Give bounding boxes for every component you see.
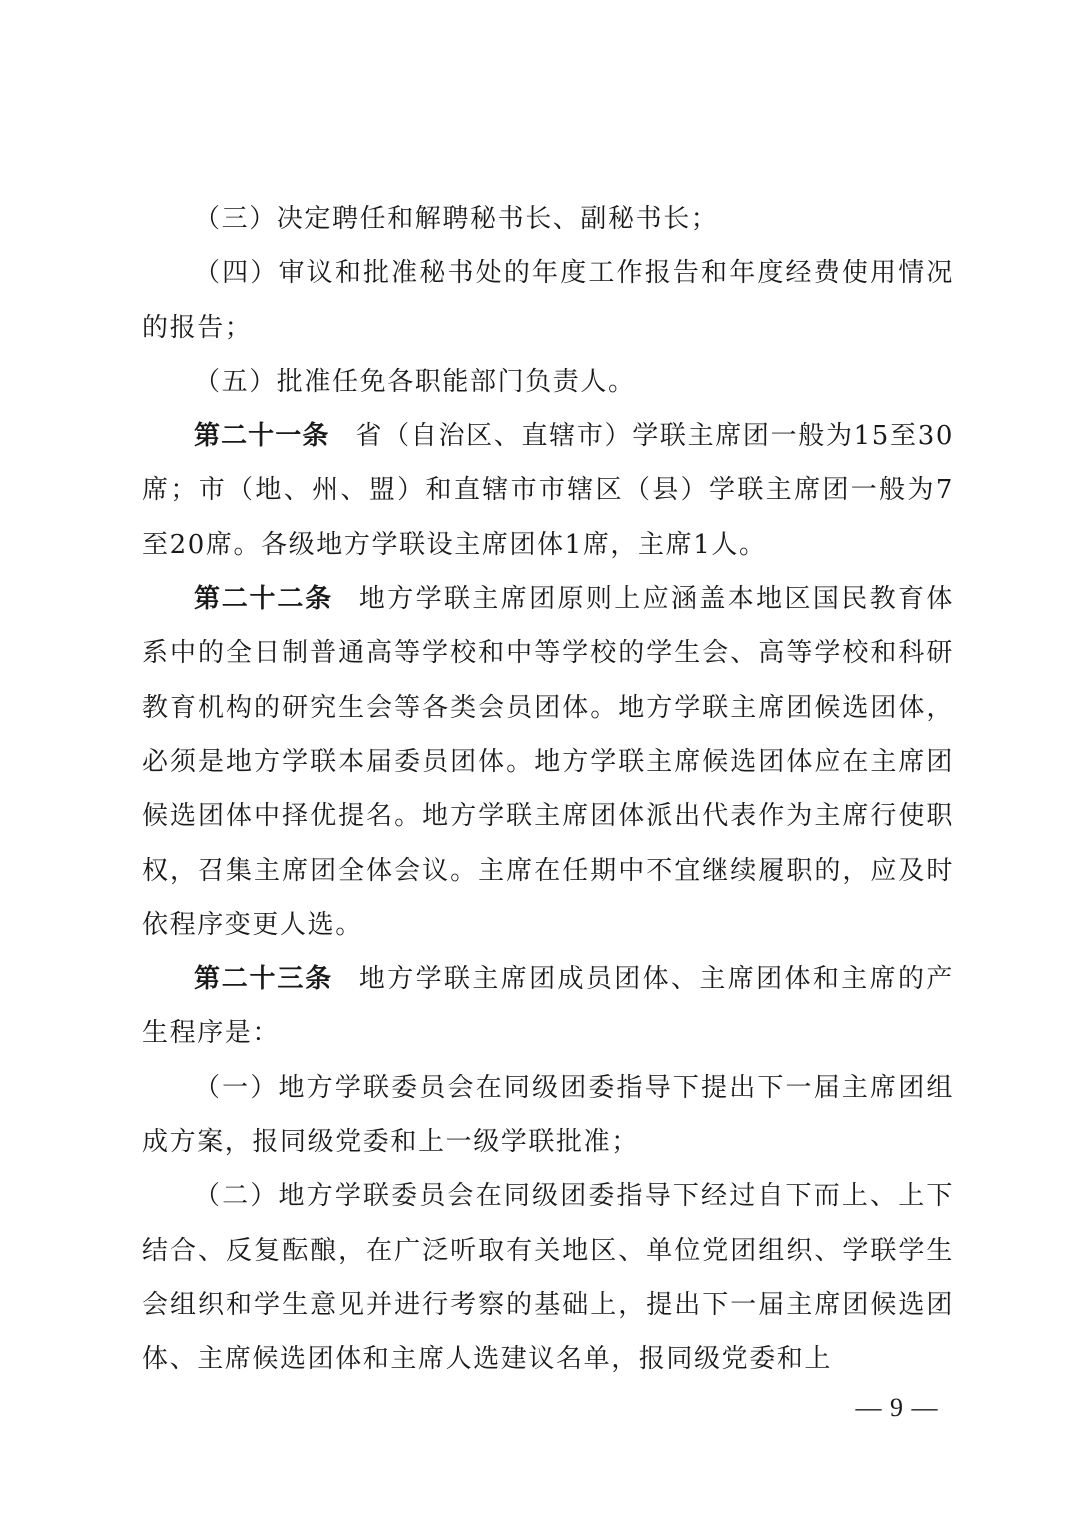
paragraph-text: 省（自治区、直辖市）学联主席团一般为15至30席；市（地、州、盟）和直辖市市辖区（县）学联主席团一般为7至20席。各级地方学联设主席团体1席，主席1人。 [142, 421, 954, 560]
article-22 [142, 572, 954, 952]
clause-5 [142, 355, 954, 409]
clause-4 [142, 246, 954, 355]
paragraph-text: （五）批准任免各职能部门负责人。 [194, 366, 636, 397]
body-text [142, 192, 954, 1387]
article-heading: 第二十一条 [194, 421, 330, 452]
article-heading: 第二十三条 [194, 964, 333, 995]
clause-3 [142, 192, 954, 246]
paragraph-text: 地方学联主席团成员团体、主席团体和主席的产生程序是： [142, 964, 954, 1049]
paragraph-text: （四）审议和批准秘书处的年度工作报告和年度经费使用情况的报告； [142, 258, 954, 343]
paragraph-text: （一）地方学联委员会在同级团委指导下提出下一届主席团组成方案，报同级党委和上一级学联批准； [142, 1072, 954, 1158]
article-21 [142, 409, 954, 572]
article-23 [142, 952, 954, 1061]
page-number: — 9 — [855, 1393, 939, 1422]
clause-1 [142, 1061, 954, 1170]
paragraph-text: （三）决定聘任和解聘秘书长、副秘书长； [194, 204, 719, 234]
clause-2 [142, 1169, 954, 1386]
paragraph-text: 地方学联主席团原则上应涵盖本地区国民教育体系中的全日制普通高等学校和中等学校的学生会、高等学校和科研教育机构的研究生会等各类会员团体。地方学联主席团候选团体，必须是地方学联本届委员团体。地方学联主席候选团体应在主席团候选团体中择优提名。地方学联主席团体派出代表作为主席行使职权，召集主席团全体会议。主席在任期中不宜继续履职的，应及时依程序变更人选。 [142, 584, 954, 940]
article-heading: 第二十二条 [194, 584, 333, 615]
paragraph-text: （二）地方学联委员会在同级团委指导下经过自下而上、上下结合、反复酝酿，在广泛听取有关地区、单位党团组织、学联学生会组织和学生意见并进行考察的基础上，提出下一届主席团候选团体、主席候选团体和主席人选建议名单，报同级党委和上 [142, 1181, 954, 1375]
